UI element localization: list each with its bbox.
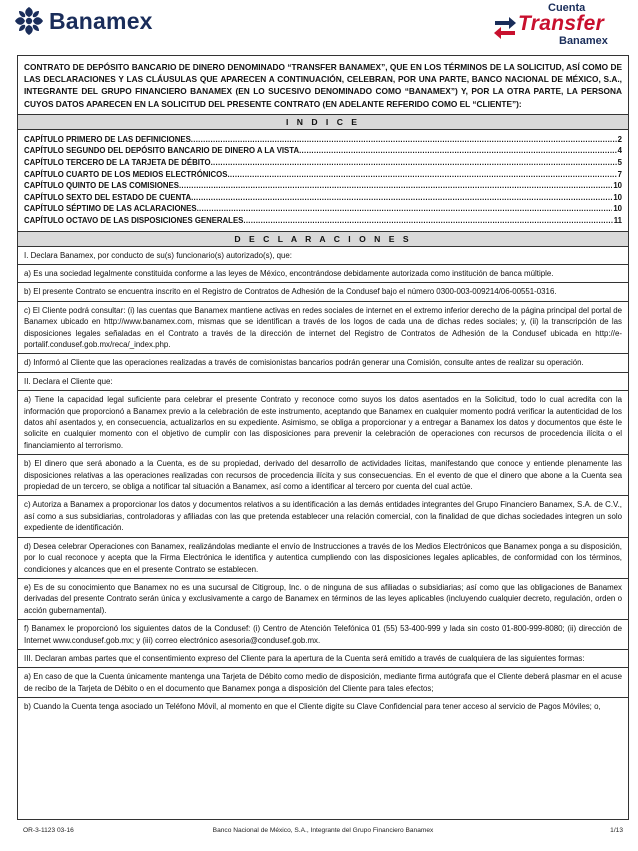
toc-entry[interactable] — [24, 169, 622, 181]
toc-page: 10 — [613, 204, 622, 214]
transfer-arrows-icon — [492, 12, 518, 40]
declaration-paragraph: a) Tiene la capacidad legal suficiente para celebrar el presente Contrato y reconoce como suyos los datos asentados en la Solicitud, todo lo cual acredita con la información que proporcionó a Banamex previo a la celebración de este instrumento, aceptando que Banamex en cualquier momento podrá verificar la autenticidad de los datos ahí asentados y, en consecuencia, actualizarlos en su expediente. Asimismo, se obliga a proporcionar y a entregar a Banamex los datos y documentos que éste le solicite en cualquier momento con el objetivo de cumplir con las disposiciones para prevenir la celebración de operaciones con recursos de procedencia ilícita o el financiamiento al terrorismo. — [18, 391, 628, 455]
page-header — [0, 0, 638, 52]
index-list — [18, 130, 628, 232]
toc-entry[interactable] — [24, 134, 622, 146]
toc-title: CAPÍTULO PRIMERO DE LAS DEFINICIONES — [24, 134, 191, 144]
declaration-paragraph: e) Es de su conocimiento que Banamex no es una sucursal de Citigroup, Inc. o de ninguna de sus afiliadas o subsidiarias; así como que las obligaciones de Banamex derivadas del presente Contrato serán única y exclusivamente a cargo de Banamex en términos de las leyes aplicables (incluyendo cualquier decreto, regulación, orden o acción gubernamental). — [18, 579, 628, 620]
contract-intro: CONTRATO DE DEPÓSITO BANCARIO DE DINERO DENOMINADO “TRANSFER BANAMEX”, QUE EN LOS TÉRMINOS DE LA SOLICITUD, ASÍ COMO DE LAS DECLARACIONES Y LAS CLÁUSULAS QUE APARECEN A CONTINUACIÓN, CELEBRAN, POR UNA PARTE, BANCO NACIONAL DE MÉXICO, S.A., INTEGRANTE DEL GRUPO FINANCIERO BANAMEX (EN LO SUCESIVO DENOMINADO COMO “BANAMEX”) Y, POR LA OTRA PARTE, LA PERSONA CUYOS DATOS APARECEN EN LA SOLICITUD DEL PRESENTE CONTRATO (EN ADELANTE REFERIDO COMO EL “CLIENTE”): — [18, 56, 628, 115]
declarations-heading: D E C L A R A C I O N E S — [18, 232, 628, 247]
toc-entry[interactable] — [24, 145, 622, 157]
toc-title: CAPÍTULO CUARTO DE LOS MEDIOS ELECTRÓNICOS — [24, 169, 228, 179]
product-logo-line2: Transfer — [518, 12, 605, 35]
page-number: 1/13 — [610, 827, 623, 834]
declaration-paragraph: a) En caso de que la Cuenta únicamente mantenga una Tarjeta de Débito como medio de disposición, mediante firma autógrafa que el Cliente deberá plasmar en el acuse de recibo de la Tarjeta de Débito o en el documento que Banamex ponga a disposición del Cliente para tales efectos; — [18, 668, 628, 698]
product-logo-line1: Cuenta — [548, 2, 586, 14]
toc-entry[interactable] — [24, 203, 622, 215]
toc-page: 7 — [617, 169, 622, 179]
declaration-paragraph: f) Banamex le proporcionó los siguientes datos de la Condusef: (i) Centro de Atención Telefónica 01 (55) 53-400-999 y lada sin costo 01-800-999-8080; (ii) dirección de Internet www.condusef.gob.mx; y (iii) correo electrónico asesoria@condusef.gob.mx. — [18, 620, 628, 650]
toc-entry[interactable] — [24, 180, 622, 192]
contract-frame — [17, 55, 629, 820]
toc-title: CAPÍTULO SEXTO DEL ESTADO DE CUENTA — [24, 192, 192, 202]
toc-entry[interactable] — [24, 157, 622, 169]
toc-page: 4 — [617, 146, 622, 156]
page-footer — [17, 822, 629, 840]
declaration-paragraph: I. Declara Banamex, por conducto de su(s) funcionario(s) autorizado(s), que: — [18, 247, 628, 265]
toc-title: CAPÍTULO OCTAVO DE LAS DISPOSICIONES GENERALES — [24, 215, 244, 225]
toc-page: 11 — [613, 215, 622, 225]
banamex-logo — [14, 6, 153, 36]
form-code: OR-3-1123 03-16 — [23, 827, 74, 834]
toc-page: 5 — [617, 158, 622, 167]
toc-page: 2 — [617, 134, 622, 144]
toc-page: 10 — [613, 192, 622, 202]
toc-page: 10 — [613, 181, 622, 191]
declaration-paragraph: II. Declara el Cliente que: — [18, 373, 628, 391]
declaration-paragraph: III. Declaran ambas partes que el consentimiento expreso del Cliente para la apertura de la Cuenta será emitido a través de cualquiera de las siguientes formas: — [18, 650, 628, 668]
declaration-paragraph: a) Es una sociedad legalmente constituida conforme a las leyes de México, encontrándose debidamente autorizada como institución de banca múltiple. — [18, 265, 628, 283]
footer-legal-name: Banco Nacional de México, S.A., Integrante del Grupo Financiero Banamex — [212, 827, 434, 834]
toc-title: CAPÍTULO TERCERO DE LA TARJETA DE DÉBITO — [24, 158, 211, 167]
declaration-paragraph: c) El Cliente podrá consultar: (i) las cuentas que Banamex mantiene activas en redes sociales de internet en el extremo inferior derecho de la página principal del portal de Banamex ubicado en http://www.banamex.com, mismas que se identifican a través de los logos de cada una de dichas redes sociales; y, (ii) la transcripción de las disposiciones legales señaladas en el Contrato a través de la dirección de internet del Registro de Contratos de Adhesión de la Condusef ubicada en http://e-portalif.condusef.gob.mx/reca/_index.php. — [18, 302, 628, 355]
declaration-paragraph: b) El dinero que será abonado a la Cuenta, es de su propiedad, derivado del desarrollo de actividades lícitas, manifestando que conoce y entiende plenamente las disposiciones relativas a las operaciones realizadas con recursos de procedencia ilícita y sus consecuencias. En el evento de que el dinero que abone a la Cuenta sea propiedad de un tercero, se obliga a notificar tal situación a Banamex, así como a identificar al tercero por cuenta del cual actúe. — [18, 455, 628, 496]
declarations-body — [18, 247, 628, 716]
declaration-paragraph: c) Autoriza a Banamex a proporcionar los datos y documentos relativos a su identificación a las demás entidades integrantes del Grupo Financiero Banamex, S.A. de C.V., así como a sus subsidiarias, controladoras y afiliadas con las que pretenda establecer una relación comercial, con la finalidad de que dichas sociedades integren un solo expediente de identificación. — [18, 496, 628, 537]
toc-entry[interactable] — [24, 215, 622, 227]
banamex-logo-text: Banamex — [49, 7, 153, 34]
toc-title: CAPÍTULO SÉPTIMO DE LAS ACLARACIONES — [24, 204, 197, 214]
index-heading: I N D I C E — [18, 115, 628, 130]
banamex-emblem-icon — [14, 6, 44, 36]
product-logo-line3: Banamex — [559, 35, 608, 47]
declaration-paragraph: b) Cuando la Cuenta tenga asociado un Teléfono Móvil, al momento en que el Cliente digite su Clave Confidencial para tener acceso al servicio de Pagos Móviles; o, — [24, 702, 601, 712]
cuenta-transfer-logo — [492, 2, 624, 48]
toc-title: CAPÍTULO QUINTO DE LAS COMISIONES — [24, 181, 179, 191]
declaration-paragraph: b) El presente Contrato se encuentra inscrito en el Registro de Contratos de Adhesión de la Condusef bajo el número 0300-003-009214/06-00551-0316. — [18, 283, 628, 301]
toc-title: CAPÍTULO SEGUNDO DEL DEPÓSITO BANCARIO DE DINERO A LA VISTA — [24, 146, 300, 156]
toc-entry[interactable] — [24, 192, 622, 204]
declaration-paragraph: d) Informó al Cliente que las operaciones realizadas a través de comisionistas bancarios podrán generar una Comisión, consulte antes de realizar su operación. — [18, 354, 628, 372]
declaration-paragraph: d) Desea celebrar Operaciones con Banamex, realizándolas mediante el envío de Instrucciones a través de los Medios Electrónicos que Banamex ponga a su disposición, por lo cual reconoce y acepta que la Firma Electrónica le identifica y autentica cumpliendo con las disposiciones legales aplicables, de conformidad con los términos, condiciones y alcances que en el presente Contrato se establecen. — [18, 538, 628, 579]
